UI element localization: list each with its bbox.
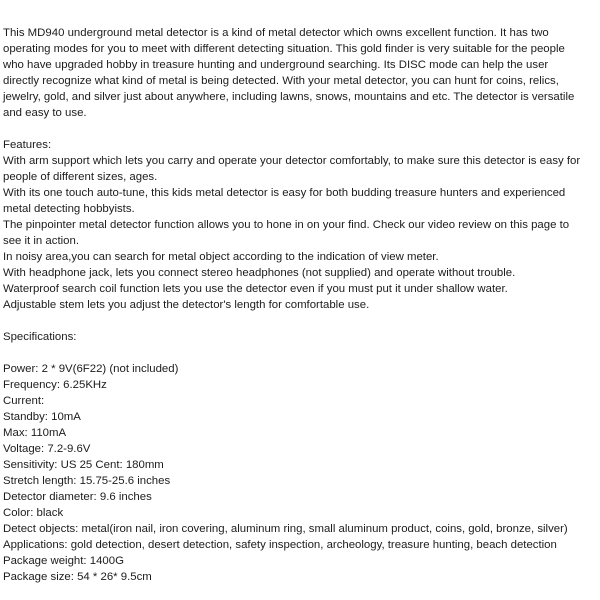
features-list: [3, 153, 598, 313]
feature-line: With its one touch auto-tune, this kids metal detector is easy for both budding treasure hunters and experienced: [3, 187, 566, 199]
feature-line: Adjustable stem lets you adjust the detector's length for comfortable use.: [3, 299, 370, 311]
spec-line: Current:: [3, 395, 45, 407]
spec-line: Package weight: 1400G: [3, 555, 124, 567]
spec-line: Detect objects: metal(iron nail, iron covering, aluminum ring, small aluminum product, coins, gold, bronze, silver): [3, 523, 568, 535]
spec-line: Sensitivity: US 25 Cent: 180mm: [3, 459, 164, 471]
spacer: [3, 345, 598, 361]
intro-line: This MD940 underground metal detector is a kind of metal detector which owns excellent function. It has two: [3, 27, 549, 39]
intro-line: and easy to use.: [3, 107, 87, 119]
spec-line: Package size: 54 * 26* 9.5cm: [3, 571, 152, 583]
spec-line: Max: 110mA: [3, 427, 67, 439]
feature-line: The pinpointer metal detector function allows you to hone in on your find. Check our video review on this page to: [3, 219, 570, 231]
spec-line: Voltage: 7.2-9.6V: [3, 443, 91, 455]
intro-line: jewelry, gold, and silver just about anywhere, including lawns, snows, mountains and etc. The detector is versatile: [3, 91, 575, 103]
spec-line: Power: 2 * 9V(6F22) (not included): [3, 363, 179, 375]
spec-line: Standby: 10mA: [3, 411, 81, 423]
spec-line: Color: black: [3, 507, 64, 519]
feature-line: With arm support which lets you carry and operate your detector comfortably, to make sure this detector is easy for: [3, 155, 581, 167]
spec-line: Stretch length: 15.75-25.6 inches: [3, 475, 171, 487]
spec-line: Detector diameter: 9.6 inches: [3, 491, 152, 503]
feature-line: metal detecting hobbyists.: [3, 203, 135, 215]
feature-line: With headphone jack, lets you connect stereo headphones (not supplied) and operate without trouble.: [3, 267, 516, 279]
product-description: [3, 25, 598, 585]
specs-list: [3, 361, 598, 585]
specs-heading: Specifications:: [3, 331, 77, 343]
intro-line: operating modes for you to meet with different detecting situation. This gold finder is very suitable for the people: [3, 43, 565, 55]
feature-line: In noisy area,you can search for metal object according to the indication of view meter.: [3, 251, 439, 263]
spec-line: Applications: gold detection, desert detection, safety inspection, archeology, treasure hunting, beach detection: [3, 539, 557, 551]
feature-line: see it in action.: [3, 235, 79, 247]
feature-line: Waterproof search coil function lets you use the detector even if you must put it under shallow water.: [3, 283, 508, 295]
intro-line: directly recognize what kind of metal is being detected. With your metal detector, you can hunt for coins, relics,: [3, 75, 559, 87]
spacer: [3, 121, 598, 137]
spacer: [3, 313, 598, 329]
intro-paragraph: [3, 25, 598, 121]
intro-line: who have upgraded hobby in treasure hunting and underground searching. Its DISC mode can help the user: [3, 59, 549, 71]
spec-line: Frequency: 6.25KHz: [3, 379, 107, 391]
features-heading: Features:: [3, 139, 52, 151]
feature-line: people of different sizes, ages.: [3, 171, 158, 183]
